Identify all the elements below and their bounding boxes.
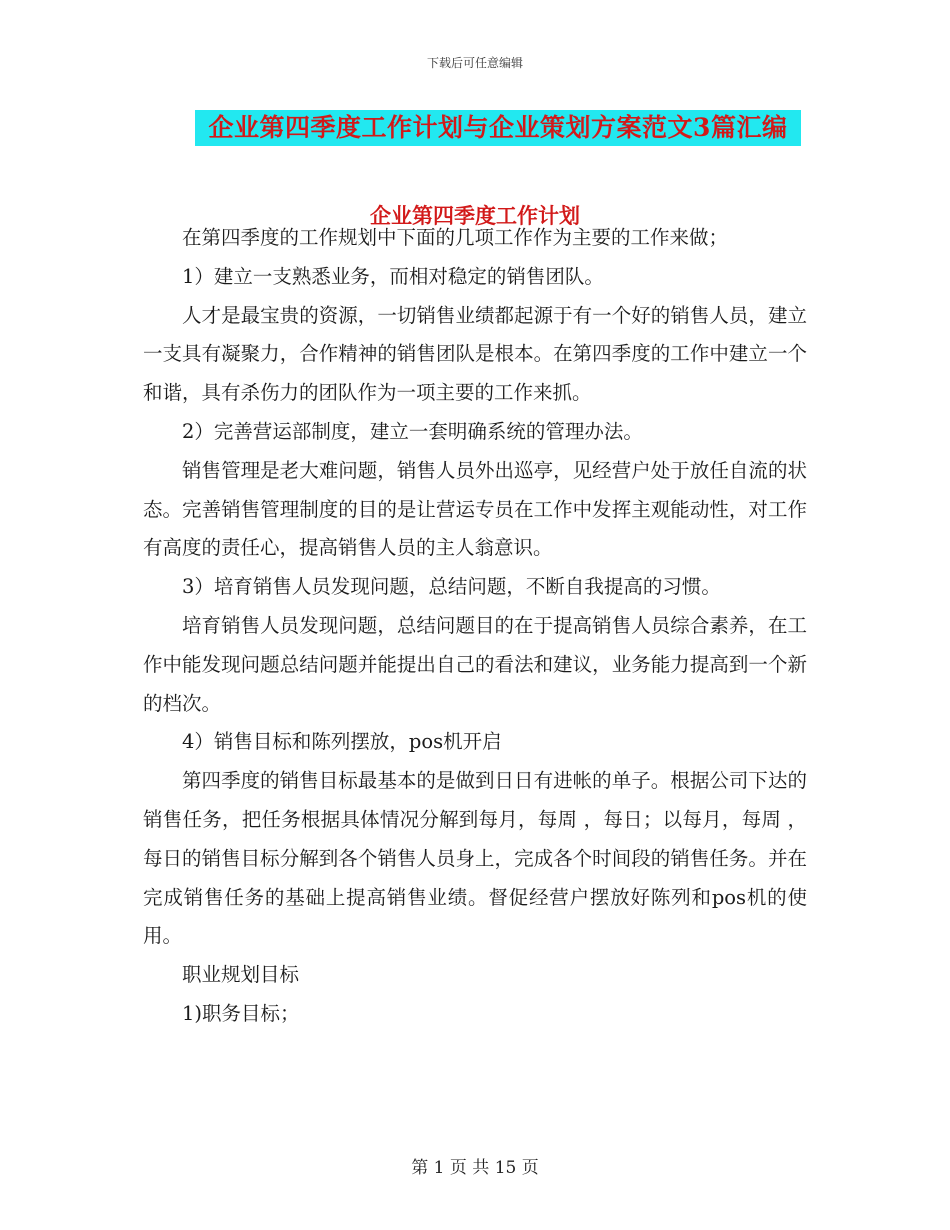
paragraph: 人才是最宝贵的资源，一切销售业绩都起源于有一个好的销售人员，建立一支具有凝聚力，合作精神的销售团队是根本。在第四季度的工作中建立一个和谐，具有杀伤力的团队作为一项主要的工作来抓。 xyxy=(143,303,807,405)
list-item-heading: 3）培育销售人员发现问题，总结问题，不断自我提高的习惯。 xyxy=(182,575,721,599)
page-number: 第 1 页 共 15 页 xyxy=(411,1158,539,1178)
paragraph: 销售管理是老大难问题，销售人员外出巡亭，见经营户处于放任自流的状态。完善销售管理制度的目的是让营运专员在工作中发挥主观能动性，对工作有高度的责任心，提高销售人员的主人翁意识。 xyxy=(143,458,807,560)
document-title-highlight xyxy=(195,110,801,146)
header-note: 下载后可任意编辑 xyxy=(426,56,523,70)
document-title: 企业第四季度工作计划与企业策划方案范文3篇汇编 xyxy=(208,113,788,142)
list-item-heading: 4）销售目标和陈列摆放，pos机开启 xyxy=(182,730,502,754)
list-item-heading: 1）建立一支熟悉业务，而相对稳定的销售团队。 xyxy=(182,264,604,288)
subheading: 职业规划目标 xyxy=(182,963,300,987)
list-item-heading: 1)职务目标； xyxy=(182,1001,300,1025)
paragraph: 在第四季度的工作规划中下面的几项工作作为主要的工作来做； xyxy=(182,226,729,249)
paragraph: 培育销售人员发现问题，总结问题目的在于提高销售人员综合素养，在工作中能发现问题总结问题并能提出自己的看法和建议，业务能力提高到一个新的档次。 xyxy=(143,613,807,715)
list-item-heading: 2）完善营运部制度，建立一套明确系统的管理办法。 xyxy=(182,419,643,443)
section-title: 企业第四季度工作计划 xyxy=(370,203,580,228)
document-body xyxy=(143,219,807,1034)
paragraph: 第四季度的销售目标最基本的是做到日日有进帐的单子。根据公司下达的销售任务，把任务根据具体情况分解到每月，每周 ，每日；以每月，每周 ，每日的销售目标分解到各个销售人员身上，完成各个时间段的销售任务。并在完成销售任务的基础上提高销售业绩。督促经营户摆放好陈列和pos机的使用。 xyxy=(143,769,807,948)
